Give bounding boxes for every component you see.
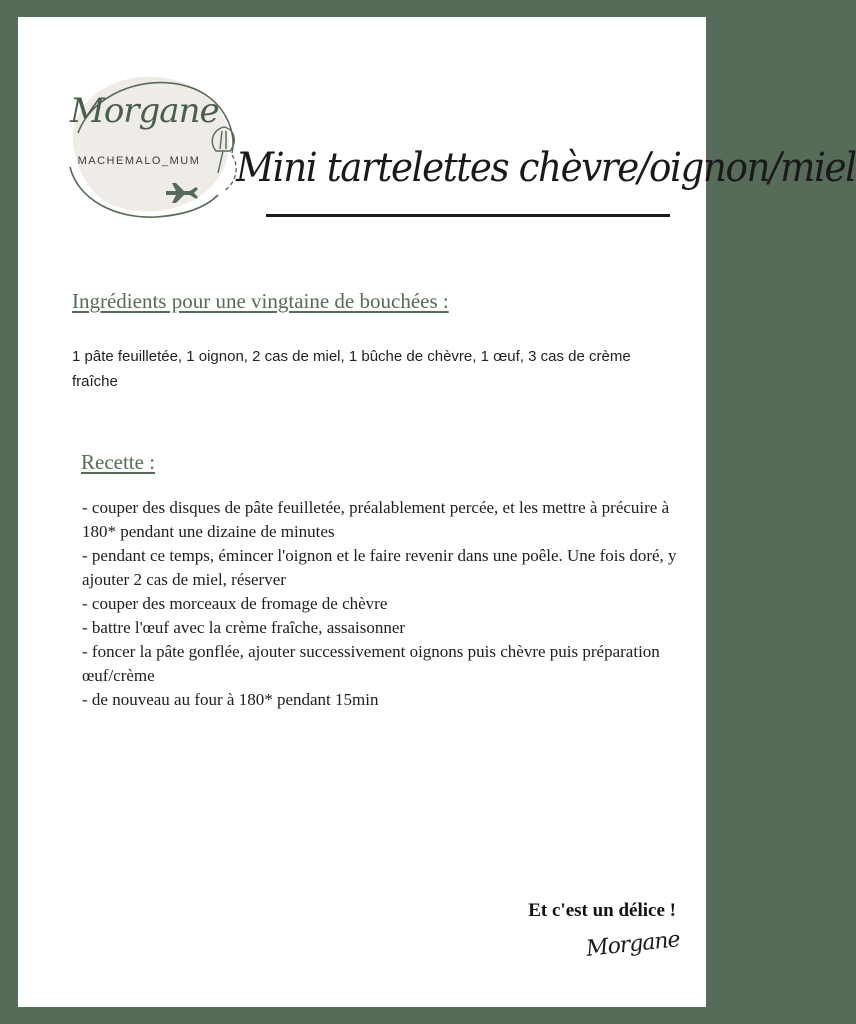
recipe-heading: Recette : [81,450,156,474]
logo [56,55,246,235]
recipe-steps [82,496,682,712]
recipe-step: - foncer la pâte gonflée, ajouter successivement oignons puis chèvre puis préparation œuf/crème [82,642,660,685]
recipe-step: - de nouveau au four à 180* pendant 15min [82,690,379,709]
recipe-title: Mini tartelettes chèvre/oignon/miel [236,145,856,191]
recipe-step: - battre l'œuf avec la crème fraîche, assaisonner [82,618,406,637]
logo-badge [56,55,246,235]
recipe-step: - couper des morceaux de fromage de chèvre [82,594,388,613]
logo-name: Morgane [70,91,219,131]
recipe-card [18,17,856,1007]
ingredients-text: 1 pâte feuilletée, 1 oignon, 2 cas de miel, 1 bûche de chèvre, 1 œuf, 3 cas de crème fraîche [72,348,631,390]
signature: Morgane [584,927,681,962]
recipe-step: - couper des disques de pâte feuilletée, préalablement percée, et les mettre à précuire à 180* pendant une dizaine de minutes [82,498,670,541]
closing-text: Et c'est un délice ! [528,900,676,921]
ingredients-heading: Ingrédients pour une vingtaine de bouchées : [72,289,449,313]
title-underline [266,214,670,217]
logo-handle: MACHEMALO_MUM [77,155,201,167]
recipe-step: - pendant ce temps, émincer l'oignon et le faire revenir dans une poêle. Une fois doré, y ajouter 2 cas de miel, réserver [82,546,677,589]
